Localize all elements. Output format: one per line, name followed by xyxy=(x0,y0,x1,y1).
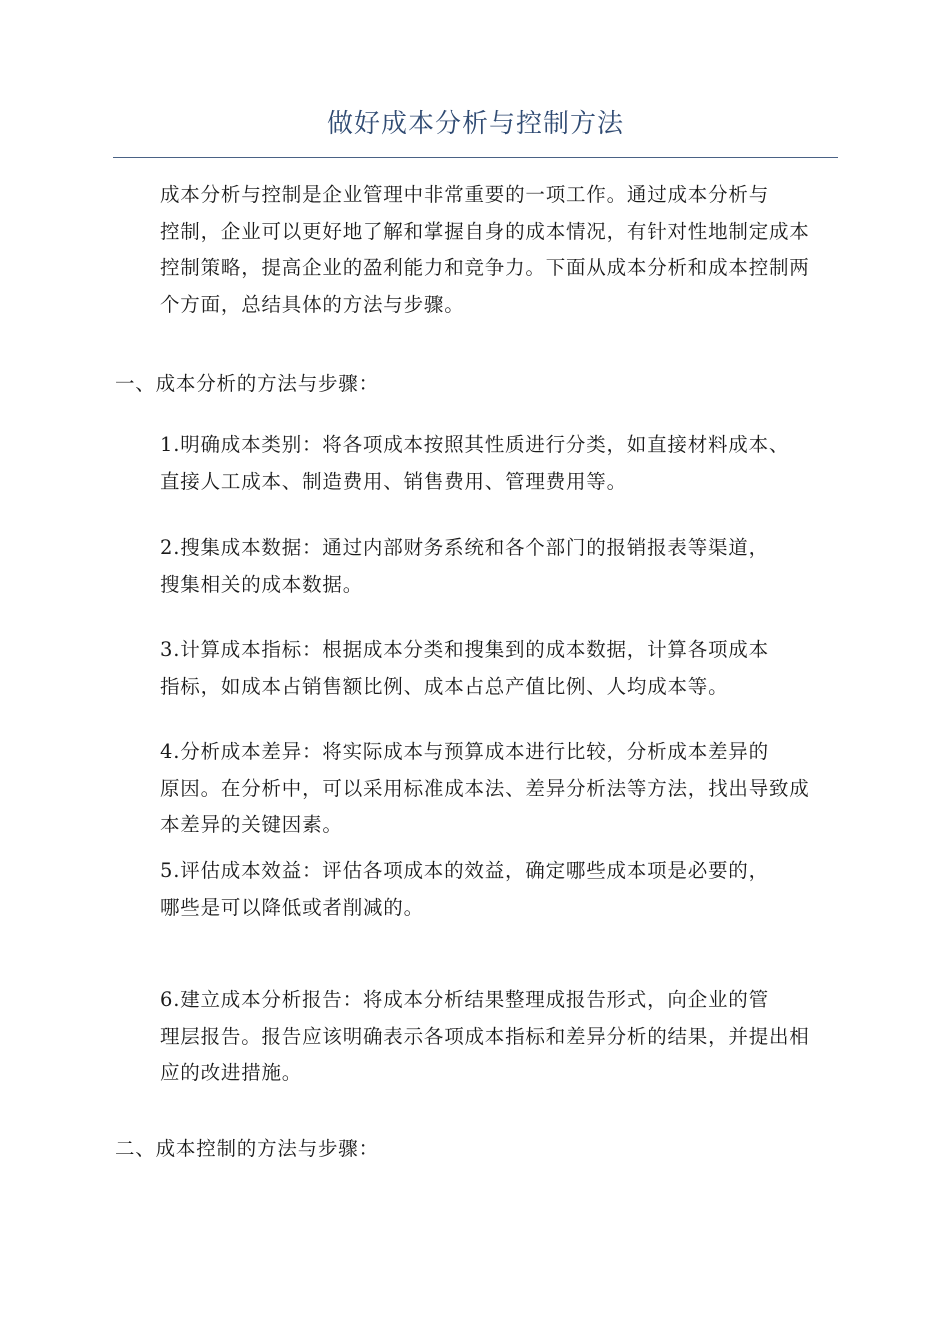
intro-line: 控制，企业可以更好地了解和掌握自身的成本情况，有针对性地制定成本 xyxy=(160,219,810,243)
step-line: 指标，如成本占销售额比例、成本占总产值比例、人均成本等。 xyxy=(160,674,729,698)
step-line: 哪些是可以降低或者削减的。 xyxy=(160,895,424,919)
step-paragraph-6 xyxy=(115,982,850,1092)
step-line: 直接人工成本、制造费用、销售费用、管理费用等。 xyxy=(160,469,627,493)
section-heading-text: 一、成本分析的方法与步骤： xyxy=(115,372,379,395)
section-heading-cost-control xyxy=(115,1131,850,1168)
step-line: 3.计算成本指标：根据成本分类和搜集到的成本数据，计算各项成本 xyxy=(160,638,769,661)
title-divider xyxy=(113,157,838,158)
step-paragraph-3 xyxy=(115,632,850,705)
step-paragraph-4 xyxy=(115,734,850,844)
step-line: 原因。在分析中，可以采用标准成本法、差异分析法等方法，找出导致成 xyxy=(160,776,810,800)
step-line: 1.明确成本类别：将各项成本按照其性质进行分类，如直接材料成本、 xyxy=(160,433,790,456)
step-line: 本差异的关键因素。 xyxy=(160,813,343,836)
step-paragraph-2 xyxy=(115,530,850,603)
intro-line: 控制策略，提高企业的盈利能力和竞争力。下面从成本分析和成本控制两 xyxy=(160,256,810,279)
document-title: 做好成本分析与控制方法 xyxy=(326,109,624,139)
section-heading-cost-analysis xyxy=(115,366,850,403)
step-line: 搜集相关的成本数据。 xyxy=(160,572,364,596)
step-line: 4.分析成本差异：将实际成本与预算成本进行比较，分析成本差异的 xyxy=(160,740,769,763)
step-line: 理层报告。报告应该明确表示各项成本指标和差异分析的结果，并提出相 xyxy=(160,1024,810,1048)
step-line: 5.评估成本效益：评估各项成本的效益，确定哪些成本项是必要的， xyxy=(160,859,769,882)
step-line: 6.建立成本分析报告：将成本分析结果整理成报告形式，向企业的管 xyxy=(160,988,769,1011)
step-paragraph-1 xyxy=(115,427,850,500)
intro-paragraph xyxy=(115,177,850,323)
step-paragraph-5 xyxy=(115,853,850,926)
intro-line: 个方面，总结具体的方法与步骤。 xyxy=(160,292,465,316)
step-line: 应的改进措施。 xyxy=(160,1061,303,1084)
step-line: 2.搜集成本数据：通过内部财务系统和各个部门的报销报表等渠道， xyxy=(160,536,769,559)
section-heading-text: 二、成本控制的方法与步骤： xyxy=(115,1137,379,1160)
intro-line: 成本分析与控制是企业管理中非常重要的一项工作。通过成本分析与 xyxy=(160,183,770,206)
